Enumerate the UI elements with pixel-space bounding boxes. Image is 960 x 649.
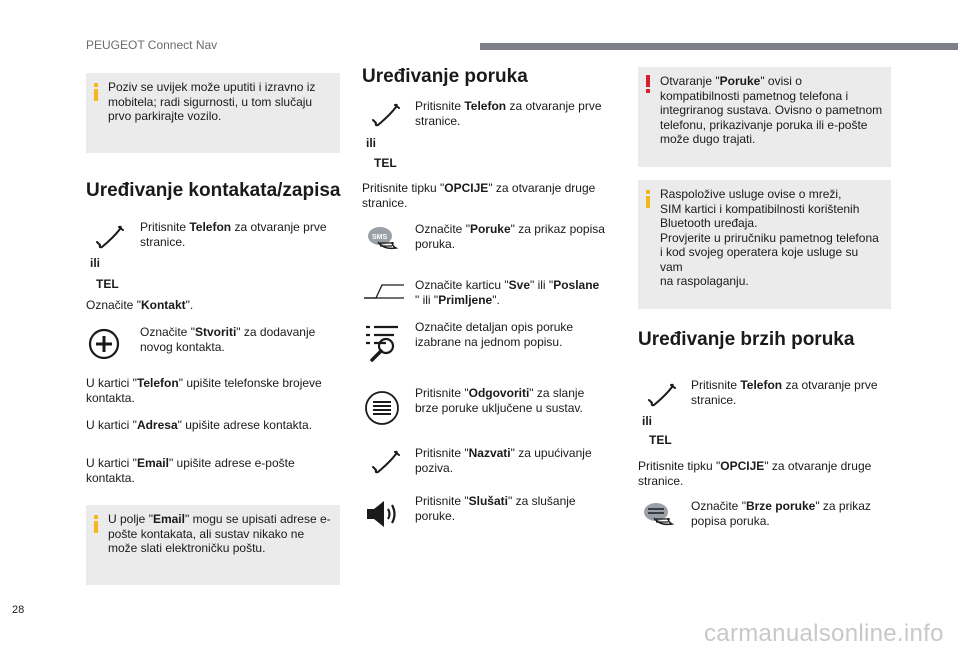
tel-label: TEL <box>649 433 672 447</box>
step-select-messages: Označite "Poruke" za prikaz popisa poruka. <box>415 222 605 251</box>
phone-handset-icon <box>96 225 126 249</box>
sms-bubble-icon <box>366 224 400 254</box>
info-icon <box>94 83 98 101</box>
info-icon <box>646 190 650 208</box>
ili-label: ili <box>366 136 377 150</box>
tel-label: TEL <box>374 156 397 170</box>
phone-handset-icon <box>648 383 678 407</box>
info-text: U polje "Email" mogu se upisati adrese e-pošte kontakata, ali sustav nikako ne može slati elektroničku poštu. <box>108 512 331 555</box>
plus-circle-icon <box>88 328 120 360</box>
info-text: Poziv se uvijek može uputiti i izravno iz mobitela; radi sigurnosti, u tom slučaju prvo parkirajte vozilo. <box>108 80 316 123</box>
ili-label: ili <box>90 256 101 270</box>
watermark-logo: carmanualsonline.info <box>704 620 944 647</box>
warning-text: Otvaranje "Poruke" ovisi o kompatibilnosti pametnog telefona i integriranog sustava. Ovisno o pametnom telefonu, prikazivanje poruka ili e-pošte može dugo trajati. <box>660 74 883 146</box>
speaker-icon <box>364 498 402 530</box>
tel-label: TEL <box>96 277 119 291</box>
info-box-call <box>86 73 340 153</box>
info-text: Raspoložive usluge ovise o mreži, SIM kartici i kompatibilnosti korištenih Bluetooth uređaja. Provjerite u priručniku pametnog telefona i kod svojeg operatera koje usluge su vam na raspolaganju. <box>660 187 879 288</box>
quick-messages-icon <box>642 500 676 530</box>
step-detail: Označite detaljan opis poruke izabrane na jednom popisu. <box>415 320 574 349</box>
svg-text:SMS: SMS <box>372 234 388 241</box>
section-heading-quick-messages: Uređivanje brzih poruka <box>638 329 855 350</box>
phone-handset-icon <box>372 103 402 127</box>
section-heading-messages: Uređivanje poruka <box>362 66 528 87</box>
step-call: Pritisnite "Nazvati" za upućivanje poziva. <box>415 446 592 475</box>
info-icon <box>94 515 98 533</box>
tab-address-text: U kartici "Adresa" upišite adrese kontakta. <box>86 418 312 432</box>
page-number: 28 <box>12 604 25 616</box>
phone-handset-icon <box>372 450 402 474</box>
warning-box-messages <box>638 67 891 167</box>
step-select-tab: Označite karticu "Sve" ili "Poslane " ili "Primljene". <box>415 278 600 307</box>
ili-label: ili <box>642 414 653 428</box>
warning-icon <box>646 75 650 93</box>
select-contact: Označite "Kontakt". <box>86 298 194 312</box>
options-text: Pritisnite tipku "OPCIJE" za otvaranje druge stranice. <box>362 181 596 210</box>
step-phone-quick: Pritisnite Telefon za otvaranje prve stranice. <box>691 378 878 407</box>
step-phone-contacts: Pritisnite Telefon za otvaranje prve stranice. <box>140 220 327 249</box>
list-magnifier-icon <box>364 322 402 362</box>
options-text: Pritisnite tipku "OPCIJE" za otvaranje druge stranice. <box>638 459 872 488</box>
info-box-services <box>638 180 891 309</box>
header-title: PEUGEOT Connect Nav <box>86 38 218 52</box>
step-reply: Pritisnite "Odgovoriti" za slanje brze poruke uključene u sustav. <box>415 386 585 415</box>
tab-phone-text: U kartici "Telefon" upišite telefonske brojeve kontakta. <box>86 376 322 405</box>
step-create-contact: Označite "Stvoriti" za dodavanje novog kontakta. <box>140 325 316 354</box>
step-listen: Pritisnite "Slušati" za slušanje poruke. <box>415 494 576 523</box>
reply-list-icon <box>364 390 400 426</box>
section-heading-contacts: Uređivanje kontakata/zapisa <box>86 180 341 201</box>
tab-email-text: U kartici "Email" upišite adrese e-pošte kontakta. <box>86 456 295 485</box>
header-bar <box>480 43 958 50</box>
tab-folder-icon <box>362 282 406 300</box>
step-phone-messages: Pritisnite Telefon za otvaranje prve stranice. <box>415 99 602 128</box>
step-quick-messages: Označite "Brze poruke" za prikaz popisa poruka. <box>691 499 871 528</box>
info-box-email <box>86 505 340 585</box>
